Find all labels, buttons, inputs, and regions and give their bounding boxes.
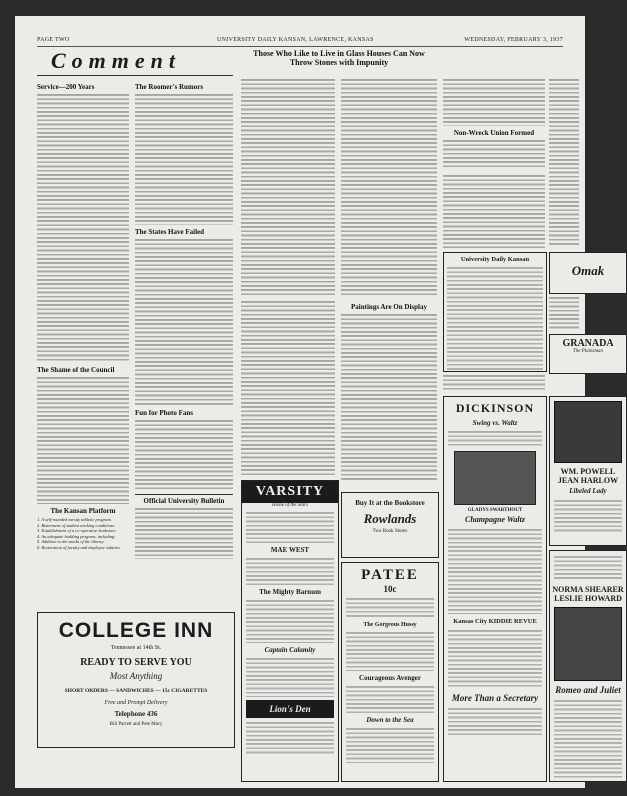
dickinson-stars: GLADYS SWARTHOUT — [467, 508, 523, 513]
roomers-headline: The Roomer's Rumors — [135, 83, 233, 91]
column-4-lower — [443, 374, 545, 392]
kansas-city-film: More Than a Secretary — [451, 693, 539, 703]
column-4-mid — [443, 174, 545, 248]
paintings-column — [341, 300, 437, 480]
service-headline: Service—200 Years — [37, 83, 129, 91]
shame-article — [37, 376, 129, 504]
romeo-juliet-film: Romeo and Juliet — [555, 685, 621, 695]
column-2 — [135, 80, 233, 548]
varsity-film-3: Captain Calamity — [264, 646, 316, 654]
dickinson-photo — [454, 451, 536, 505]
dickinson-name: DICKINSON — [455, 401, 535, 415]
paintings-article — [341, 313, 437, 481]
varsity-film-1: MAE WEST — [270, 546, 310, 554]
column-1 — [37, 80, 129, 548]
dickinson-ad — [443, 396, 547, 782]
harlow-name: JEAN HARLOW — [557, 476, 619, 485]
varsity-tagline: Home of the Stars — [272, 503, 308, 508]
patee-film-3: Down to the Sea — [366, 716, 414, 724]
photo-article — [135, 419, 233, 491]
college-inn-menu: SHORT ORDERS — SANDWICHES — 15c CIGARETTES — [64, 688, 208, 694]
granada-film: The Plainsman — [572, 349, 604, 354]
omak-name: Omak — [571, 263, 605, 278]
bookstore-line: Buy It at the Bookstore — [355, 499, 425, 507]
platform-item: 6. Restoration of faculty and employee salaries. — [37, 544, 121, 550]
varsity-name: VARSITY — [242, 481, 338, 503]
libeled-lady-film: Libeled Lady — [569, 487, 607, 495]
omak-pen-ad — [549, 252, 627, 294]
bookstore-ad — [341, 492, 439, 558]
column-5-top — [549, 78, 579, 246]
libeled-lady-art — [554, 401, 622, 463]
comment-masthead — [37, 49, 233, 76]
page-number: PAGE TWO — [37, 37, 70, 43]
platform-item: 2. Betterment of student working conditions. — [37, 522, 115, 528]
varsity-film-2: The Mighty Barnum — [259, 588, 321, 596]
paper-name: UNIVERSITY DAILY KANSAN, LAWRENCE, KANSAS — [217, 37, 374, 43]
varsity-film-4: Lion's Den — [246, 700, 334, 718]
college-inn-phone: Telephone 436 — [114, 710, 158, 718]
glass-headline: Those Who Like to Live in Glass Houses Can Now Throw Stones with Impunity — [241, 49, 437, 67]
platform-item: 3. Establishment of a co-operative bookstore. — [37, 528, 117, 534]
romeo-juliet-ad — [549, 550, 627, 782]
college-inn-service: Free and Prompt Delivery — [104, 700, 168, 706]
patee-price: 10c — [383, 584, 397, 594]
bookstore-brand: Rowlands — [363, 511, 417, 526]
glass-article-a — [241, 78, 335, 296]
patee-name: PATEE — [361, 567, 419, 583]
college-inn-ready: READY TO SERVE YOU — [80, 657, 192, 668]
column-5-mid — [549, 296, 579, 330]
patee-film-1: The Gorgeous Hussy — [363, 622, 417, 628]
service-article — [37, 93, 129, 363]
platform-item: 5. Addition to the stacks of the library. — [37, 539, 105, 545]
bulletin-article — [135, 507, 233, 559]
patee-film-2: Courageous Avenger — [359, 674, 421, 682]
kansan-directory — [443, 252, 547, 372]
shearer-name: NORMA SHEARER — [552, 585, 624, 594]
platform-headline: The Kansan Platform — [37, 507, 129, 515]
nonwreck-headline: Non-Wreck Union Formed — [443, 129, 545, 137]
howard-name: LESLIE HOWARD — [554, 594, 622, 603]
bookstore-sub: Two Book Stores — [372, 529, 408, 534]
states-headline: The States Have Failed — [135, 228, 233, 236]
platform-item: 4. An adequate building program, including: — [37, 533, 116, 539]
page-header — [37, 36, 563, 47]
platform-item: 1. A self-rounded varsity athletic program. — [37, 517, 112, 522]
dickinson-film: Champagne Waltz — [465, 515, 525, 524]
patee-ad — [341, 562, 439, 782]
platform-list — [37, 517, 129, 551]
romeo-juliet-art — [554, 607, 622, 681]
college-inn-owners: Bill Parrett and Pete Mury — [109, 722, 163, 727]
college-inn-name: COLLEGE INN — [58, 619, 214, 642]
newspaper-page — [15, 16, 624, 788]
issue-date: WEDNESDAY, FEBRUARY 3, 1937 — [464, 37, 563, 43]
varsity-ad — [241, 480, 339, 782]
column-4-top — [443, 78, 545, 168]
kansas-city-name: Kansas City KIDDIE REVUE — [453, 618, 537, 625]
granada-name: GRANADA — [562, 338, 614, 349]
bulletin-headline: Official University Bulletin — [135, 494, 233, 505]
states-article — [135, 238, 233, 406]
paintings-headline: Paintings Are On Display — [341, 303, 437, 311]
granada-ad — [549, 334, 627, 374]
photo-headline: Fun for Photo Fans — [135, 409, 233, 417]
dickinson-feature: Swing vs. Waltz — [472, 419, 518, 427]
powell-name: WM. POWELL — [560, 467, 616, 476]
shame-headline: The Shame of the Council — [37, 366, 129, 374]
college-inn-ad — [37, 612, 235, 748]
directory-title: University Daily Kansan — [460, 256, 530, 263]
roomers-article — [135, 93, 233, 225]
comment-title: Comment — [51, 48, 182, 73]
libeled-lady-ad — [549, 396, 627, 546]
column-3-lower — [241, 300, 335, 476]
college-inn-most: Most Anything — [109, 671, 163, 681]
college-inn-address: Tennessee at 14th St. — [110, 645, 162, 651]
glass-article-b — [341, 78, 437, 296]
